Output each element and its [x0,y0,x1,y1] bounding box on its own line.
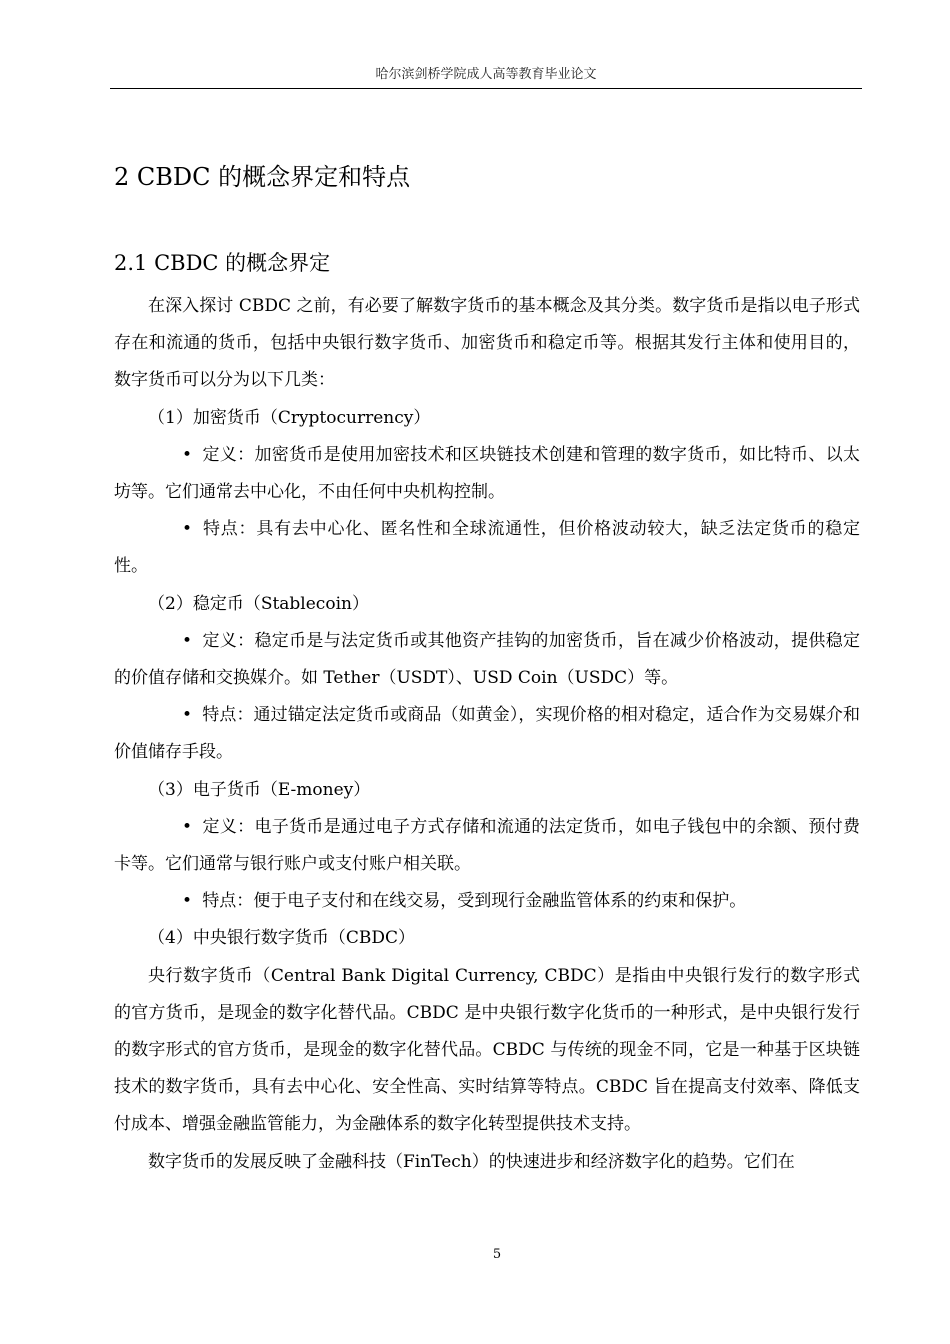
category-4-title: （4）中央银行数字货币（CBDC） [148,928,415,949]
bullet-icon: • [182,816,193,837]
bullet-icon: • [182,519,193,540]
body-text [114,288,860,1181]
category-2-title: （2）稳定币（Stablecoin） [148,593,369,614]
category-2-features [114,697,860,771]
bullet-text: 特点：通过锚定法定货币或商品（如黄金），实现价格的相对稳定，适合作为交易媒介和价值储存手段。 [114,705,860,763]
bullet-icon: • [182,705,193,726]
category-3-definition [114,809,860,883]
bullet-text: 特点：具有去中心化、匿名性和全球流通性，但价格波动较大，缺乏法定货币的稳定性。 [114,519,860,577]
bullet-icon: • [182,444,193,465]
intro-paragraph: 在深入探讨 CBDC 之前，有必要了解数字货币的基本概念及其分类。数字货币是指以电子形式存在和流通的货币，包括中央银行数字货币、加密货币和稳定币等。根据其发行主体和使用目的，数字货币可以分为以下几类： [114,296,860,391]
cbdc-description-paragraph: 央行数字货币（Central Bank Digital Currency, CBDC）是指由中央银行发行的数字形式的官方货币，是现金的数字化替代品。CBDC 是中央银行数字化货币的一种形式，是中央银行发行的数字形式的官方货币，是现金的数字化替代品。CBDC 与传统的现金不同，它是一种基于区块链技术的数字货币，具有去中心化、安全性高、实时结算等特点。CBDC 旨在提高支付效率、降低支付成本、增强金融监管能力，为金融体系的数字化转型提供技术支持。 [114,965,860,1135]
chapter-heading: 2 CBDC 的概念界定和特点 [114,163,411,191]
section-heading: 2.1 CBDC 的概念界定 [114,251,331,275]
bullet-icon: • [182,891,193,912]
fintech-paragraph: 数字货币的发展反映了金融科技（FinTech）的快速进步和经济数字化的趋势。它们在 [148,1151,795,1172]
bullet-icon: • [182,630,193,651]
category-3-features [114,883,860,920]
category-1-title: （1）加密货币（Cryptocurrency） [148,407,431,428]
bullet-text: 定义：电子货币是通过电子方式存储和流通的法定货币，如电子钱包中的余额、预付费卡等。它们通常与银行账户或支付账户相关联。 [114,816,860,875]
page-number: 5 [492,1247,502,1262]
category-1-definition [114,437,860,511]
category-2-definition [114,623,860,697]
header-divider [110,88,862,89]
bullet-text: 定义：稳定币是与法定货币或其他资产挂钩的加密货币，旨在减少价格波动，提供稳定的价值存储和交换媒介。如 Tether（USDT）、USD Coin（USDC）等。 [114,630,860,689]
category-3-title: （3）电子货币（E-money） [148,779,371,800]
running-header: 哈尔滨剑桥学院成人高等教育毕业论文 [375,67,597,82]
bullet-text: 定义：加密货币是使用加密技术和区块链技术创建和管理的数字货币，如比特币、以太坊等。它们通常去中心化，不由任何中央机构控制。 [114,444,860,503]
category-1-features [114,511,860,585]
bullet-text: 特点：便于电子支付和在线交易，受到现行金融监管体系的约束和保护。 [202,891,747,912]
